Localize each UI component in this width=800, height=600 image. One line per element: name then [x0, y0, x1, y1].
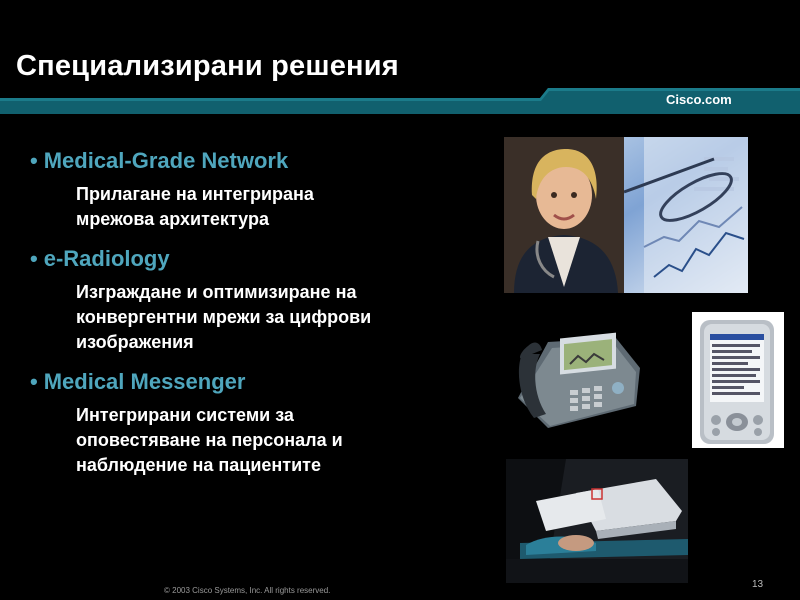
bullet-line: изображения — [76, 332, 194, 352]
brand-label: Cisco.com — [666, 92, 732, 107]
ip-phone-image — [508, 328, 648, 438]
bullet-line: конвергентни мрежи за цифрови — [76, 307, 372, 327]
bullet-heading-text: e-Radiology — [43, 246, 170, 271]
bullet-line: Изграждане и оптимизиране на — [76, 282, 357, 302]
bullet-description — [76, 182, 470, 232]
copyright-footer: © 2003 Cisco Systems, Inc. All rights reserved. — [164, 586, 331, 595]
bullet-heading — [30, 244, 470, 274]
bullet-marker: • — [30, 148, 38, 173]
bullet-description — [76, 280, 470, 355]
bullet-item — [30, 367, 470, 478]
slide-title: Специализирани решения — [16, 50, 399, 82]
pda-device-image — [692, 312, 784, 448]
medical-scanner-image — [506, 459, 688, 583]
bullet-line: Прилагане на интегрирана — [76, 184, 314, 204]
bullet-line: мрежова архитектура — [76, 209, 269, 229]
bullet-heading-text: Medical Messenger — [43, 369, 246, 394]
bullet-heading — [30, 146, 470, 176]
page-number: 13 — [752, 579, 764, 590]
bullet-line: оповестяване на персонала и — [76, 430, 343, 450]
bullet-line: наблюдение на пациентите — [76, 455, 321, 475]
bullet-heading — [30, 367, 470, 397]
bullet-line: Интегрирани системи за — [76, 405, 294, 425]
doctor-photo — [504, 137, 748, 293]
bullet-item — [30, 244, 470, 355]
bullet-marker: • — [30, 246, 38, 271]
bullet-marker: • — [30, 369, 38, 394]
bullet-heading-text: Medical-Grade Network — [43, 148, 289, 173]
bullet-item — [30, 146, 470, 232]
bullet-list — [30, 146, 470, 490]
bullet-description — [76, 403, 470, 478]
